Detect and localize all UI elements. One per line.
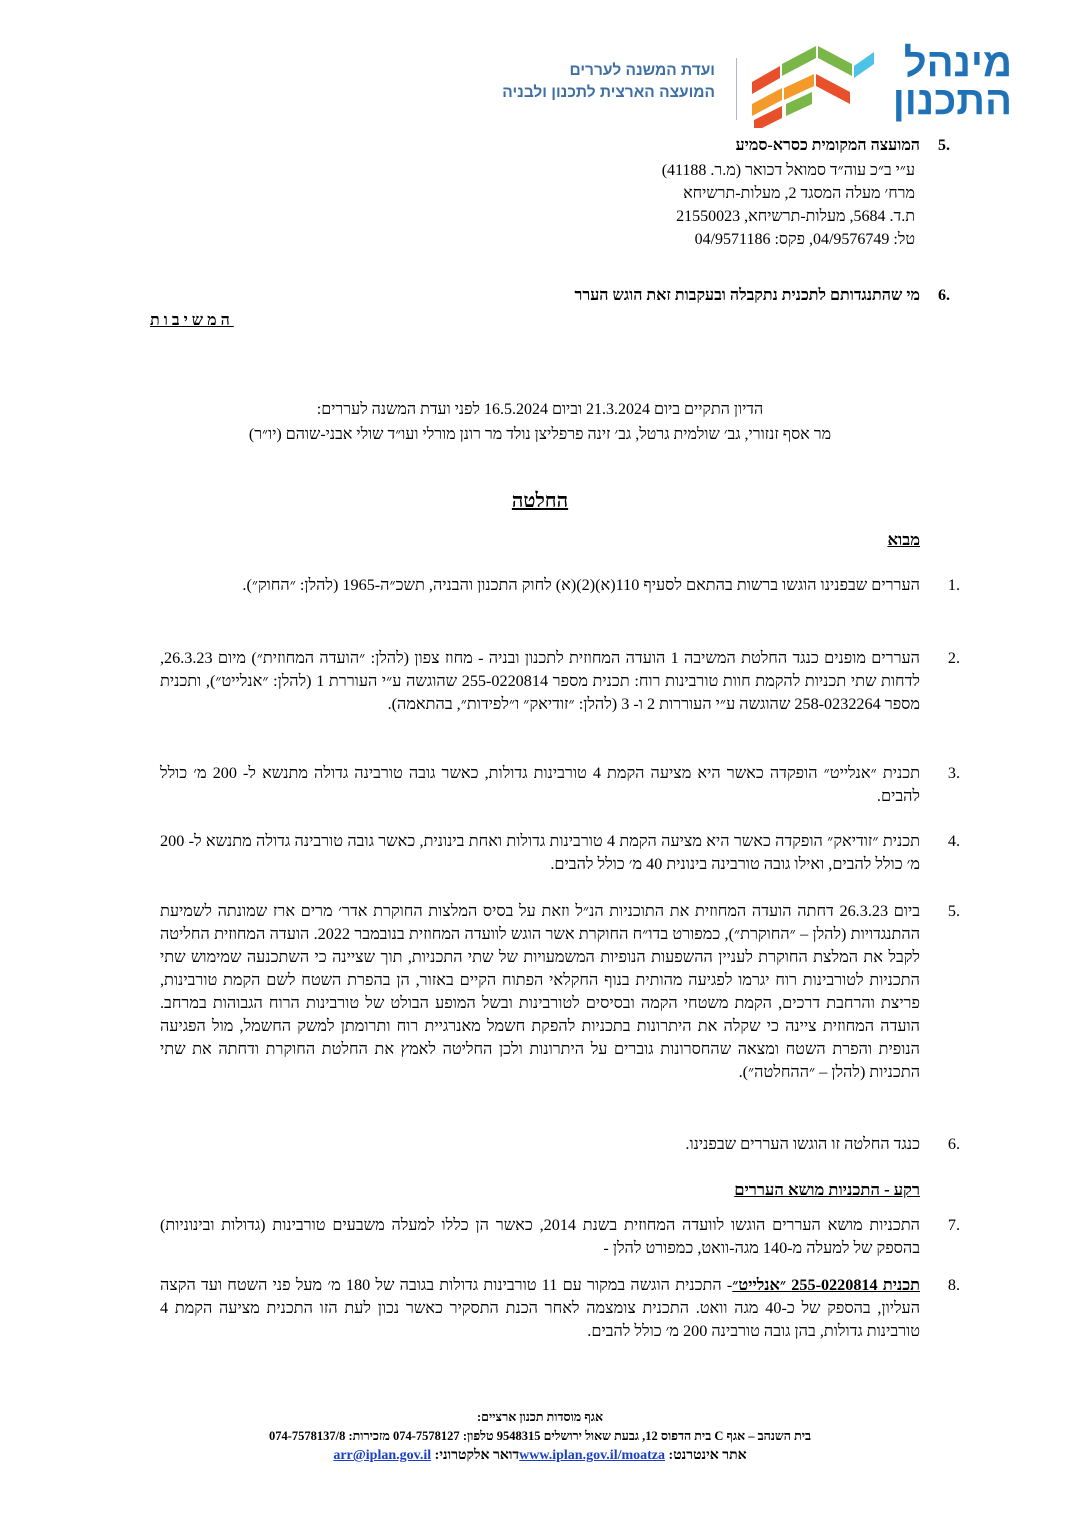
hearing-panel: מר אסף זנזורי, גב׳ שולמית גרטל, גב׳ זינה פרפליצן נולד מר רונן מורלי ועו״ד שולי אבני-שוהם (יו״ר) <box>248 426 832 443</box>
website-link[interactable]: www.iplan.gov.il/moatza <box>519 1448 666 1463</box>
address-line: מרח׳ מעלה המסגד 2, מעלות-תרשיחא <box>683 185 915 202</box>
paragraph-text: התכניות מושא העררים הוגשו לוועדה המחוזית בשנת 2014, כאשר הן כללו למעלה משבעים טורבינות (גדולות ובינוניות) בהספק של למעלה מ-140 מגה-וואט, כמפורט להלן - <box>160 1216 920 1257</box>
paragraph-number: .4 <box>947 832 960 850</box>
paragraph-text: העררים שבפנינו הוגשו ברשות בהתאם לסעיף 110(א)(2)(א) לחוק התכנון והבניה, תשכ״ה-1965 (להלן: ״החוק״). <box>242 576 920 594</box>
paragraph-text: תכנית ״זודיאק״ הופקדה כאשר היא מציעה הקמת 4 טורבינות גדולות ואחת בינונית, כאשר גובה טורבינה גדולה מתנשא ל- 200 מ׳ כולל להבים, ואילו גובה טורבינה בינונית 40 מ׳ כולל להבים. <box>160 832 920 873</box>
plan-reference: תכנית 255-0220814 ״אנלייט״ <box>732 1276 921 1294</box>
paragraph-text: - התכנית הוגשה במקור עם 11 טורבינות גדולות בגובה של 180 מ׳ מעל פני השטח ועד הקצה העליון, בהספק של כ-40 מגה וואט. התכנית צומצמה לאחר הכנת התסקיר כאשר נכון לעת הזו התכנית מציעה הקמת 4 טורבינות גדולות, בהן גובה טורבינה 200 מ׳ כולל להבים. <box>160 1276 921 1340</box>
paragraph-text: תכנית ״אנלייט״ הופקדה כאשר היא מציעה הקמת 4 טורבינות גדולות, כאשר גובה טורבינה גדולה מתנשא ל- 200 מ׳ כולל להבים. <box>160 764 920 805</box>
paragraph-number: .2 <box>947 649 960 667</box>
paragraph-text: ביום 26.3.23 דחתה הועדה המחוזית את התוכניות הנ״ל וזאת על בסיס המלצות החוקרת אדר׳ מרים ארז שמונתה לשמיעת ההתנגדויות (להלן – ״החוקרת״), כמפורט בדו״ח החוקרת אשר הוגש לוועדה המחוזית בנובמבר 2022. הועדה המחוזית החליטה לקבל את המלצת החוקרת לעניין ההשפעות הנופיות המשמעויות של שתי התכניות, תוך שציינה כי השתכנעה שמימוש שתי התכניות לטורבינות רוח יגרמו לפגיעה מהותית בנוף החקלאי הפתוח הקיים באזור, הן בהפרת השטח לשם הקמת טורבינות, פריצת והרחבת דרכים, הקמת משטחי הקמה ובסיסים לטורבינות ובשל המופע הבולט של טורבינות הרוח הגבוהות במרחב. הועדה המחוזית ציינה כי שקלה את היתרונות בתכניות להפקת חשמל מאנרגיית רוח ותרומתן למשק החשמל, מול הפגיעה הנופית והפרת השטח ומצאה שהחסרונות גוברים על היתרונות ולכן החליטה לאמץ את החלטת החוקרת ודחתה את שתי התכניות (להלן – ״ההחלטה״). <box>160 902 921 1081</box>
paragraph-text: העררים מופנים כנגד החלטת המשיבה 1 הועדה המחוזית לתכנון ובניה - מחוז צפון (להלן: ״הועדה המחוזית״) מיום 26.3.23, לדחות שתי תכניות להקמת חוות טורבינות רוח: תכנית מספר 255-0220814 שהוגשה ע״י העוררת 1 (להלן: ״אנלייט״), ותכנית מספר 258-0232264 שהוגשה ע״י העוררות 2 ו- 3 (להלן: ״זודיאק״ ו״לפידות״, בהתאמה). <box>160 649 920 713</box>
item-number: .5 <box>938 137 950 154</box>
logo-emblem-icon <box>752 44 902 128</box>
decision-title: החלטה <box>511 490 569 512</box>
logo-wordmark: מינהל התכנון <box>892 41 1012 123</box>
committee-name <box>435 60 715 104</box>
hearing-dates: הדיון התקיים ביום 21.3.2024 וביום 16.5.2024 לפני ועדת המשנה לעררים: <box>316 401 764 418</box>
paragraph-number: .5 <box>947 902 960 920</box>
paragraph-5 <box>160 900 960 1084</box>
background-heading: רקע - התכניות מושא העררים <box>734 1180 920 1199</box>
paragraph-text: כנגד החלטה זו הוגשו העררים שבפנינו. <box>685 1135 920 1153</box>
party-title: המועצה המקומית כסרא-סמיע <box>735 137 920 154</box>
email-label: דואר אלקטרוני: <box>434 1448 520 1463</box>
party-title: מי שהתנגדותם לתכנית נתקבלה ובעקבות זאת הוגש הערר <box>574 287 920 304</box>
paragraph-number: .1 <box>947 576 960 594</box>
paragraph-2 <box>160 647 960 716</box>
paragraph-number: .8 <box>947 1276 960 1294</box>
footer-department: אגף מוסדות תכנון ארציים: <box>477 1410 603 1424</box>
paragraph-6 <box>160 1133 960 1156</box>
address-line: טל: 04/9576749, פקס: 04/9571186 <box>694 231 915 248</box>
paragraph-4 <box>160 830 960 876</box>
committee-line-1: ועדת המשנה לעררים <box>569 62 715 79</box>
paragraph-7 <box>160 1214 960 1260</box>
party-address <box>315 159 915 251</box>
planning-administration-logo <box>752 41 1012 128</box>
site-label: אתר אינטרנט: <box>668 1448 747 1463</box>
respondents-label: המשיבות <box>150 312 234 329</box>
footer-address: בית השנהב – אגף C בית הדפוס 12, גבעת שאול ירושלים 9548315 טלפון: 074-7578127 מזכירות: 074-7578137/8 <box>268 1429 812 1443</box>
email-link[interactable]: arr@iplan.gov.il <box>333 1448 432 1463</box>
address-line: ת.ד. 5684, מעלות-תרשיחא, 21550023 <box>676 208 915 225</box>
item-number: .6 <box>938 287 950 304</box>
committee-line-2: המועצה הארצית לתכנון ולבניה <box>502 84 715 101</box>
paragraph-1 <box>160 574 960 597</box>
party-item-5 <box>150 135 950 157</box>
paragraph-number: .7 <box>947 1216 960 1234</box>
intro-heading: מבוא <box>887 530 920 549</box>
paragraph-number: .6 <box>947 1135 960 1153</box>
paragraph-8 <box>160 1274 960 1343</box>
footer-contacts <box>0 1447 1080 1464</box>
header-divider <box>736 58 737 120</box>
address-line: ע״י ב״כ עוה״ד סמואל דכואר (מ.ר. 41188) <box>661 162 915 179</box>
party-item-6 <box>150 285 950 307</box>
paragraph-number: .3 <box>947 764 960 782</box>
paragraph-3 <box>160 762 960 808</box>
